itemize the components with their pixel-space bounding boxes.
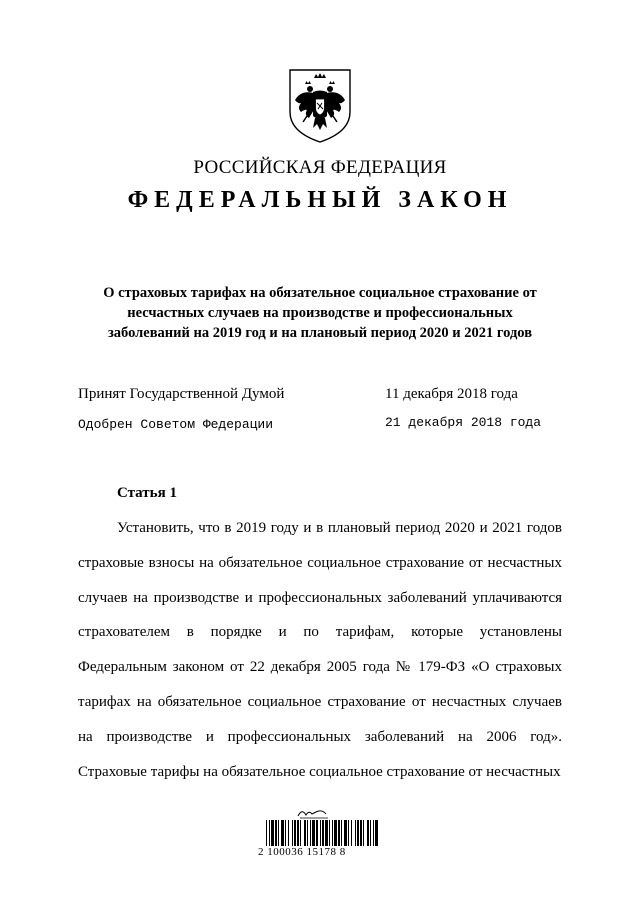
law-title-line: несчастных случаев на производстве и профессиональных [127, 305, 513, 321]
barcode-icon [265, 820, 380, 846]
law-title-line: О страховых тарифах на обязательное социальное страхование от [103, 285, 537, 301]
council-approval-date: 21 декабря 2018 года [385, 415, 542, 430]
council-approval-label: Одобрен Советом Федерации [78, 417, 274, 432]
law-title-line: заболеваний на 2019 год и на плановый период 2020 и 2021 годов [107, 325, 533, 341]
duma-adoption-date: 11 декабря 2018 года [385, 386, 518, 402]
handwritten-mark-icon [296, 806, 336, 820]
coat-of-arms-icon [287, 68, 353, 144]
article-body-text: Установить, что в 2019 году и в плановый период 2020 и 2021 годов страховые взносы на обязательное социальное страхование от несчастных случаев на производстве и профессиональных заболеваний уплачиваются страхователем в порядке и по тарифам, которые установлены Федеральным законом от 22 декабря 2005 года № 179-ФЗ «О страховых тарифах на обязательное социальное страхование от несчастных случаев на производстве и профессиональных заболеваний на 2006 год». Страховые тарифы на обязательное социальное страхование от несчастных [78, 520, 562, 780]
barcode-number: 2 100036 15178 8 [258, 846, 346, 858]
article-heading: Статья 1 [117, 485, 177, 501]
document-type-heading: ФЕДЕРАЛЬНЫЙ ЗАКОН [127, 187, 513, 213]
duma-adoption-label: Принят Государственной Думой [78, 386, 285, 402]
law-title [78, 283, 562, 343]
country-heading: РОССИЙСКАЯ ФЕДЕРАЦИЯ [193, 157, 447, 178]
